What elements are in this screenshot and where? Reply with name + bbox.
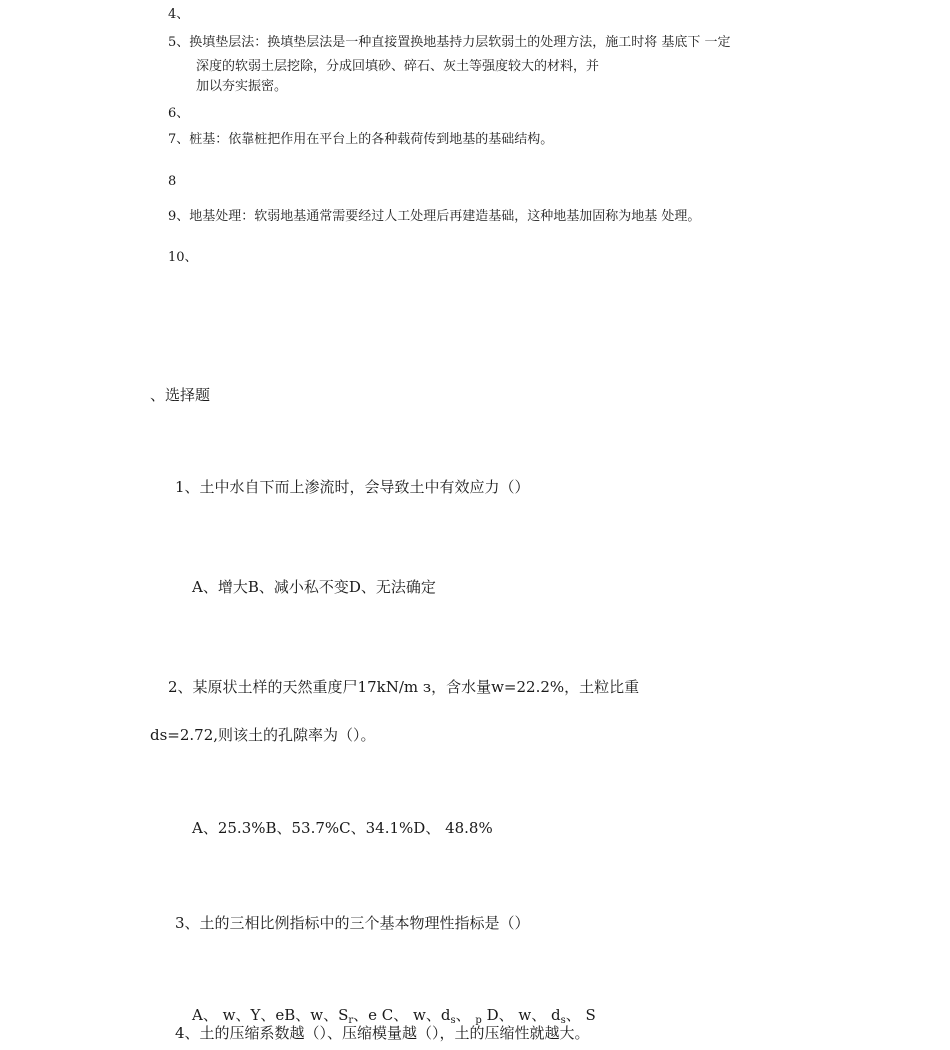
term-item-5-line1: 5、换填垫层法：换填垫层法是一种直接置换地基持力层软弱土的处理方法，施工时将 基底下 一定 bbox=[168, 35, 731, 50]
term-item-5-line3: 加以夯实振密。 bbox=[196, 79, 288, 94]
question-1-options: A、增大B、减小私不变D、无法确定 bbox=[192, 578, 436, 596]
q3-subscript-s2: s bbox=[560, 1015, 566, 1026]
q3-option-part-d: D、 w、 d bbox=[481, 1006, 561, 1024]
q3-option-part-c: 、 bbox=[455, 1006, 476, 1024]
question-4: 4、土的压缩系数越（）、压缩模量越（），土的压缩性就越大。 bbox=[175, 1024, 590, 1042]
term-item-6: 6、 bbox=[168, 106, 190, 121]
section-title: 、选择题 bbox=[150, 386, 211, 404]
term-item-8: 8 bbox=[168, 174, 177, 189]
q3-option-part-b: 、e C、 w、d bbox=[353, 1006, 451, 1024]
q3-subscript-r: r bbox=[348, 1015, 354, 1026]
term-item-9: 9、地基处理：软弱地基通常需要经过人工处理后再建造基础，这种地基加固称为地基 处理。 bbox=[168, 209, 701, 224]
q3-option-part-e: 、 S bbox=[565, 1006, 596, 1024]
q3-option-part-a: A、 w、Y、eB、w、S bbox=[192, 1006, 349, 1024]
term-item-10: 10、 bbox=[168, 250, 198, 265]
term-item-7: 7、桩基：依靠桩把作用在平台上的各种载荷传到地基的基础结构。 bbox=[168, 132, 554, 147]
question-3-options bbox=[192, 1006, 596, 1026]
term-item-5-line2: 深度的软弱土层挖除，分成回填砂、碎石、灰土等强度较大的材料，并 bbox=[196, 59, 600, 74]
question-1: 1、土中水自下而上渗流时，会导致土中有效应力（） bbox=[175, 478, 530, 496]
question-2-options: A、25.3%B、53.7%C、34.1%D、 48.8% bbox=[192, 819, 493, 837]
question-3: 3、土的三相比例指标中的三个基本物理性指标是（） bbox=[175, 914, 530, 932]
q3-subscript-s1: s bbox=[450, 1015, 456, 1026]
term-item-4: 4、 bbox=[168, 7, 190, 22]
q3-subscript-p: p bbox=[475, 1015, 482, 1026]
question-2-line2: ds=2.72,则该土的孔隙率为（）。 bbox=[150, 726, 376, 744]
question-2-line1: 2、某原状土样的天然重度尸17kN/m з，含水量w=22.2%，土粒比重 bbox=[168, 678, 640, 696]
